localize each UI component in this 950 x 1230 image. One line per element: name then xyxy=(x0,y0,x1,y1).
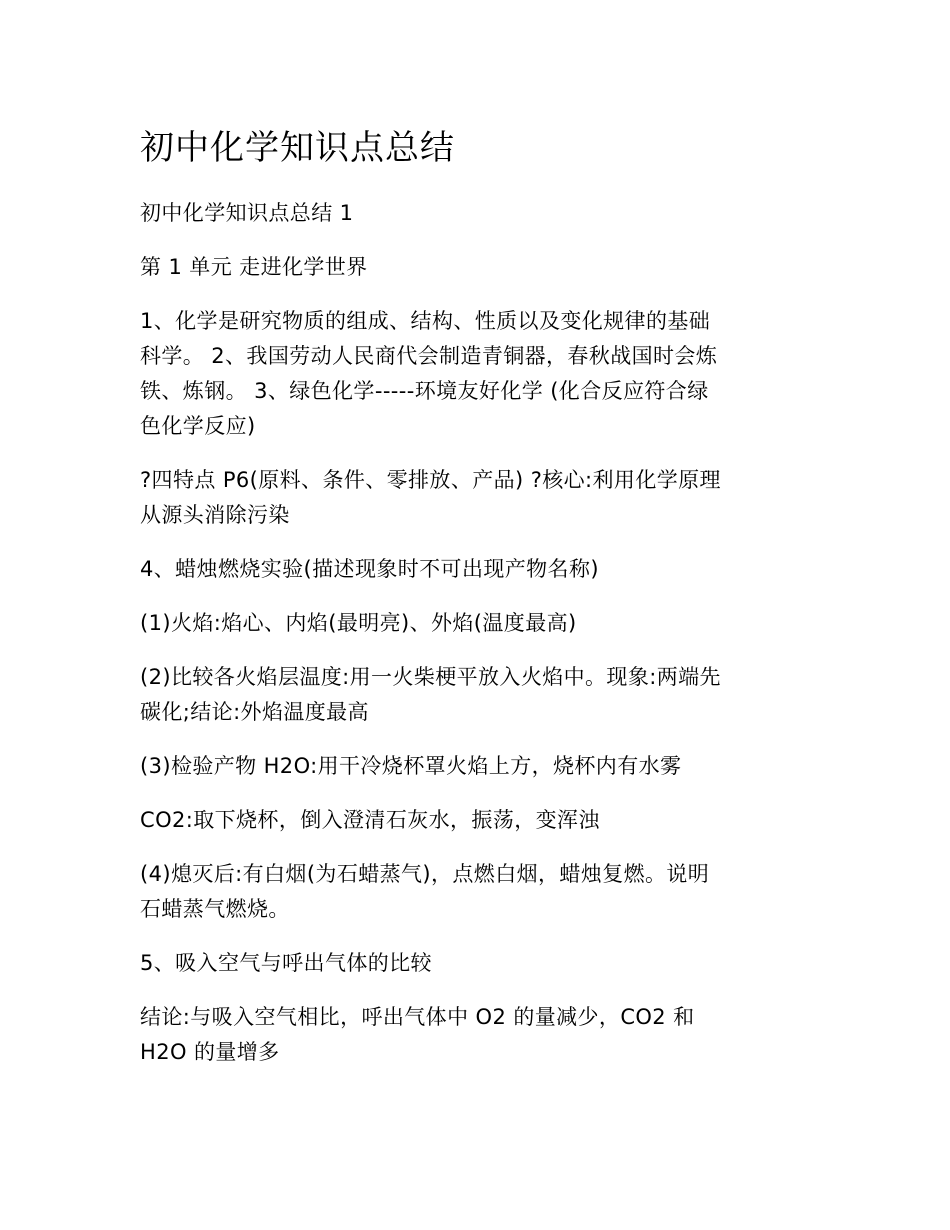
paragraph-candle-experiment xyxy=(140,552,812,587)
text-line: 铁、炼钢。 3、绿色化学-----环境友好化学 (化合反应符合绿 xyxy=(140,379,709,403)
text-line: 4、蜡烛燃烧实验(描述现象时不可出现产物名称) xyxy=(140,557,599,581)
text-line: (4)熄灭后:有白烟(为石蜡蒸气)，点燃白烟，蜡烛复燃。说明 xyxy=(140,862,710,886)
paragraph-flame-temperature xyxy=(140,660,812,730)
paragraph-flame xyxy=(140,606,812,641)
paragraph-test-co2 xyxy=(140,803,812,838)
text-line: 科学。 2、我国劳动人民商代会制造青铜器，春秋战国时会炼 xyxy=(140,344,718,368)
paragraph-test-h2o xyxy=(140,749,812,784)
text-line: 结论:与吸入空气相比，呼出气体中 O2 的量减少，CO2 和 xyxy=(140,1005,695,1029)
paragraph-conclusion xyxy=(140,1000,812,1070)
text-line: 初中化学知识点总结 1 xyxy=(140,201,354,225)
document-page xyxy=(140,124,812,1089)
text-line: 色化学反应) xyxy=(140,414,256,438)
text-line: ?四特点 P6(原料、条件、零排放、产品) ?核心:利用化学原理 xyxy=(140,468,721,492)
paragraph-air-comparison xyxy=(140,946,812,981)
text-line: (3)检验产物 H2O:用干冷烧杯罩火焰上方，烧杯内有水雾 xyxy=(140,754,682,778)
text-line: (2)比较各火焰层温度:用一火柴梗平放入火焰中。现象:两端先 xyxy=(140,665,721,689)
paragraph-unit-heading xyxy=(140,250,812,285)
text-line: 从源头消除污染 xyxy=(140,503,290,527)
text-line: H2O 的量增多 xyxy=(140,1040,280,1064)
text-line: 碳化;结论:外焰温度最高 xyxy=(140,700,369,724)
text-line: CO2:取下烧杯，倒入澄清石灰水，振荡，变浑浊 xyxy=(140,808,600,832)
text-line: 1、化学是研究物质的组成、结构、性质以及变化规律的基础 xyxy=(140,309,711,333)
text-line: 石蜡蒸气燃烧。 xyxy=(140,897,290,921)
document-title: 初中化学知识点总结 xyxy=(140,128,455,168)
paragraph-green-chemistry xyxy=(140,463,812,533)
text-line: 5、吸入空气与呼出气体的比较 xyxy=(140,951,432,975)
paragraph-point-1-3 xyxy=(140,304,812,444)
paragraph-extinguish xyxy=(140,857,812,927)
paragraph-subtitle xyxy=(140,196,812,231)
text-line: 第 1 单元 走进化学世界 xyxy=(140,255,368,279)
text-line: (1)火焰:焰心、内焰(最明亮)、外焰(温度最高) xyxy=(140,611,577,635)
